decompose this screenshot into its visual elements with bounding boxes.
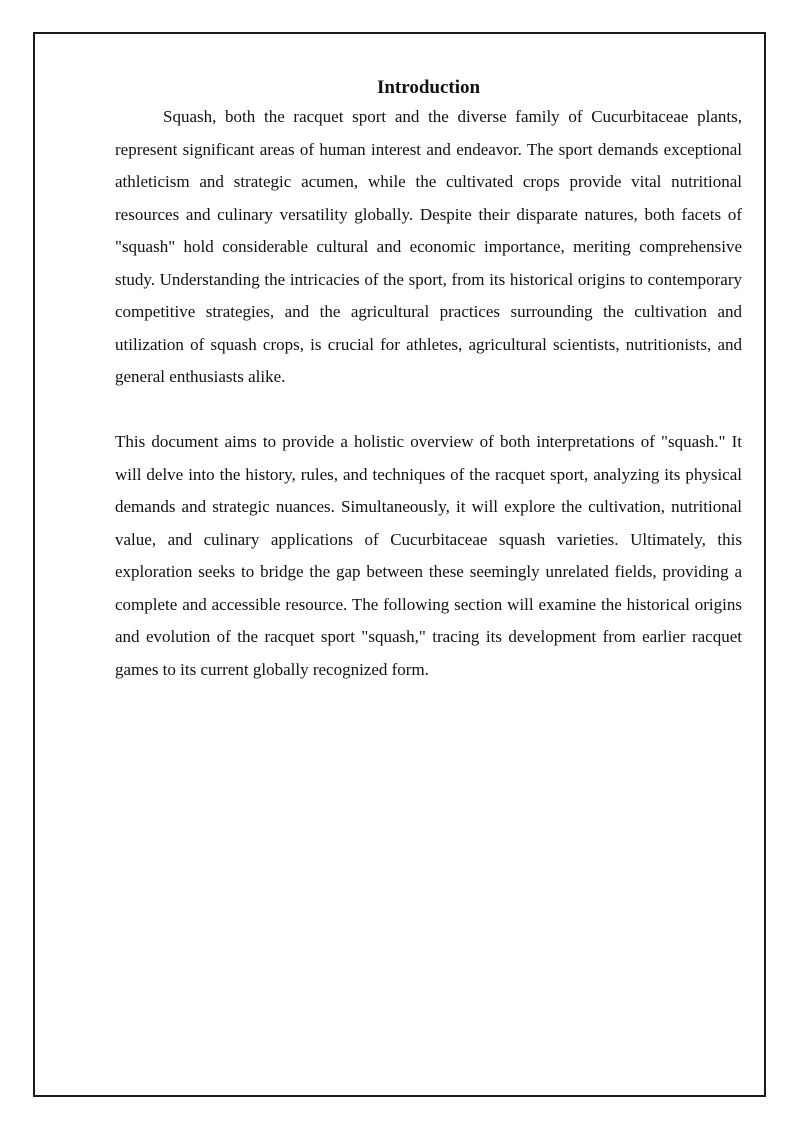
intro-paragraph-2: This document aims to provide a holistic overview of both interpretations of "squash." It will delve into the history, rules, and techniques of the racquet sport, analyzing its physical demands and strategic nuances. Simultaneously, it will explore the cultivation, nutritional value, and culinary applications of Cucurbitaceae squash varieties. Ultimately, this exploration seeks to bridge the gap between these seemingly unrelated fields, providing a complete and accessible resource. The following section will examine the historical origins and evolution of the racquet sport "squash," tracing its development from earlier racquet games to its current globally recognized form. xyxy=(115,432,742,679)
section-heading: Introduction xyxy=(376,77,481,98)
intro-paragraph-1: Squash, both the racquet sport and the diverse family of Cucurbitaceae plants, represent significant areas of human interest and endeavor. The sport demands exceptional athleticism and strategic acumen, while the cultivated crops provide vital nutritional resources and culinary versatility globally. Despite their disparate natures, both facets of "squash" hold considerable cultural and economic importance, meriting comprehensive study. Understanding the intricacies of the sport, from its historical origins to contemporary competitive strategies, and the agricultural practices surrounding the cultivation and utilization of squash crops, is crucial for athletes, agricultural scientists, nutritionists, and general enthusiasts alike. xyxy=(115,107,742,386)
document-body xyxy=(115,76,742,686)
